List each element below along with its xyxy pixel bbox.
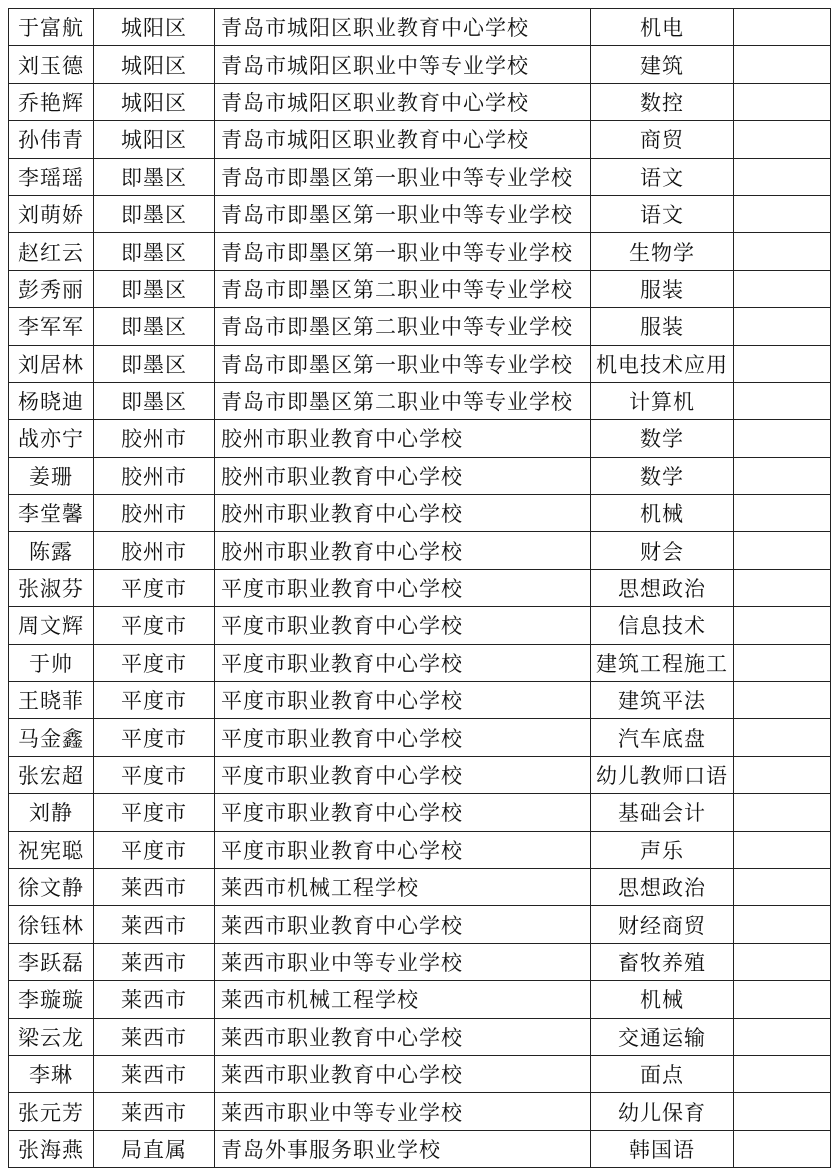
teacher-name-cell: 刘萌娇	[9, 195, 94, 232]
subject-cell: 建筑	[591, 46, 734, 83]
district-cell: 胶州市	[94, 420, 215, 457]
table-row	[9, 607, 831, 644]
remark-cell	[734, 382, 831, 419]
table-row	[9, 420, 831, 457]
district-cell: 莱西市	[94, 906, 215, 943]
district-cell: 即墨区	[94, 308, 215, 345]
subject-cell: 交通运输	[591, 1018, 734, 1055]
district-cell: 莱西市	[94, 943, 215, 980]
subject-cell: 汽车底盘	[591, 719, 734, 756]
district-cell: 即墨区	[94, 195, 215, 232]
school-cell: 青岛市城阳区职业教育中心学校	[215, 9, 591, 46]
remark-cell	[734, 906, 831, 943]
school-cell: 平度市职业教育中心学校	[215, 644, 591, 681]
teacher-name-cell: 张海燕	[9, 1130, 94, 1167]
school-cell: 平度市职业教育中心学校	[215, 794, 591, 831]
table-row	[9, 644, 831, 681]
district-cell: 即墨区	[94, 345, 215, 382]
remark-cell	[734, 46, 831, 83]
subject-cell: 数学	[591, 420, 734, 457]
district-cell: 即墨区	[94, 270, 215, 307]
table-row	[9, 1055, 831, 1092]
table-row	[9, 9, 831, 46]
subject-cell: 商贸	[591, 121, 734, 158]
subject-cell: 韩国语	[591, 1130, 734, 1167]
teacher-name-cell: 徐文静	[9, 868, 94, 905]
school-cell: 青岛市即墨区第二职业中等专业学校	[215, 270, 591, 307]
table-row	[9, 756, 831, 793]
remark-cell	[734, 1093, 831, 1130]
district-cell: 即墨区	[94, 382, 215, 419]
table-row	[9, 682, 831, 719]
remark-cell	[734, 719, 831, 756]
school-cell: 青岛市即墨区第二职业中等专业学校	[215, 308, 591, 345]
teacher-name-cell: 彭秀丽	[9, 270, 94, 307]
school-cell: 莱西市职业中等专业学校	[215, 1093, 591, 1130]
district-cell: 平度市	[94, 569, 215, 606]
table-row	[9, 981, 831, 1018]
teacher-name-cell: 杨晓迪	[9, 382, 94, 419]
table-row	[9, 868, 831, 905]
remark-cell	[734, 1130, 831, 1167]
remark-cell	[734, 644, 831, 681]
table-row	[9, 457, 831, 494]
school-cell: 莱西市职业教育中心学校	[215, 1055, 591, 1092]
district-cell: 莱西市	[94, 1055, 215, 1092]
school-cell: 平度市职业教育中心学校	[215, 607, 591, 644]
remark-cell	[734, 121, 831, 158]
teacher-name-cell: 祝宪聪	[9, 831, 94, 868]
teacher-name-cell: 于富航	[9, 9, 94, 46]
district-cell: 平度市	[94, 719, 215, 756]
teacher-name-cell: 周文辉	[9, 607, 94, 644]
remark-cell	[734, 607, 831, 644]
subject-cell: 机械	[591, 981, 734, 1018]
school-cell: 平度市职业教育中心学校	[215, 719, 591, 756]
school-cell: 莱西市职业教育中心学校	[215, 906, 591, 943]
district-cell: 城阳区	[94, 46, 215, 83]
district-cell: 城阳区	[94, 9, 215, 46]
table-row	[9, 569, 831, 606]
teacher-name-cell: 陈露	[9, 532, 94, 569]
remark-cell	[734, 195, 831, 232]
subject-cell: 计算机	[591, 382, 734, 419]
remark-cell	[734, 532, 831, 569]
remark-cell	[734, 495, 831, 532]
subject-cell: 幼儿教师口语	[591, 756, 734, 793]
teacher-name-cell: 李琳	[9, 1055, 94, 1092]
school-cell: 青岛市即墨区第二职业中等专业学校	[215, 382, 591, 419]
remark-cell	[734, 682, 831, 719]
subject-cell: 服装	[591, 308, 734, 345]
school-cell: 青岛市城阳区职业教育中心学校	[215, 121, 591, 158]
remark-cell	[734, 83, 831, 120]
remark-cell	[734, 308, 831, 345]
school-cell: 青岛外事服务职业学校	[215, 1130, 591, 1167]
remark-cell	[734, 9, 831, 46]
subject-cell: 声乐	[591, 831, 734, 868]
teacher-name-cell: 李军军	[9, 308, 94, 345]
school-cell: 莱西市职业中等专业学校	[215, 943, 591, 980]
district-cell: 平度市	[94, 831, 215, 868]
school-cell: 莱西市机械工程学校	[215, 981, 591, 1018]
subject-cell: 建筑平法	[591, 682, 734, 719]
subject-cell: 建筑工程施工	[591, 644, 734, 681]
district-cell: 莱西市	[94, 1018, 215, 1055]
subject-cell: 思想政治	[591, 569, 734, 606]
subject-cell: 财会	[591, 532, 734, 569]
table-row	[9, 1130, 831, 1167]
subject-cell: 生物学	[591, 233, 734, 270]
teacher-name-cell: 张宏超	[9, 756, 94, 793]
school-cell: 胶州市职业教育中心学校	[215, 420, 591, 457]
teacher-name-cell: 王晓菲	[9, 682, 94, 719]
table-row	[9, 1093, 831, 1130]
table-row	[9, 233, 831, 270]
teacher-name-cell: 孙伟青	[9, 121, 94, 158]
district-cell: 平度市	[94, 756, 215, 793]
school-cell: 胶州市职业教育中心学校	[215, 457, 591, 494]
teacher-name-cell: 刘静	[9, 794, 94, 831]
table-row	[9, 345, 831, 382]
school-cell: 青岛市即墨区第一职业中等专业学校	[215, 233, 591, 270]
remark-cell	[734, 270, 831, 307]
table-row	[9, 943, 831, 980]
district-cell: 莱西市	[94, 868, 215, 905]
district-cell: 城阳区	[94, 121, 215, 158]
remark-cell	[734, 345, 831, 382]
school-cell: 青岛市城阳区职业教育中心学校	[215, 83, 591, 120]
teacher-name-cell: 赵红云	[9, 233, 94, 270]
table-row	[9, 83, 831, 120]
table-row	[9, 308, 831, 345]
teacher-name-cell: 李瑶瑶	[9, 158, 94, 195]
subject-cell: 面点	[591, 1055, 734, 1092]
table-row	[9, 794, 831, 831]
table-row	[9, 195, 831, 232]
table-row	[9, 158, 831, 195]
remark-cell	[734, 569, 831, 606]
teacher-name-cell: 于帅	[9, 644, 94, 681]
remark-cell	[734, 158, 831, 195]
remark-cell	[734, 1018, 831, 1055]
district-cell: 胶州市	[94, 532, 215, 569]
table-row	[9, 532, 831, 569]
teacher-name-cell: 姜珊	[9, 457, 94, 494]
subject-cell: 语文	[591, 195, 734, 232]
school-cell: 平度市职业教育中心学校	[215, 831, 591, 868]
table-row	[9, 270, 831, 307]
teacher-name-cell: 李璇璇	[9, 981, 94, 1018]
district-cell: 胶州市	[94, 457, 215, 494]
teacher-name-cell: 刘玉德	[9, 46, 94, 83]
teacher-name-cell: 乔艳辉	[9, 83, 94, 120]
school-cell: 平度市职业教育中心学校	[215, 756, 591, 793]
subject-cell: 数学	[591, 457, 734, 494]
teacher-name-cell: 战亦宁	[9, 420, 94, 457]
table-row	[9, 719, 831, 756]
school-cell: 青岛市即墨区第一职业中等专业学校	[215, 345, 591, 382]
school-cell: 胶州市职业教育中心学校	[215, 532, 591, 569]
school-cell: 青岛市城阳区职业中等专业学校	[215, 46, 591, 83]
district-cell: 莱西市	[94, 1093, 215, 1130]
school-cell: 青岛市即墨区第一职业中等专业学校	[215, 195, 591, 232]
district-cell: 莱西市	[94, 981, 215, 1018]
subject-cell: 机械	[591, 495, 734, 532]
district-cell: 平度市	[94, 794, 215, 831]
teacher-name-cell: 张淑芬	[9, 569, 94, 606]
subject-cell: 机电技术应用	[591, 345, 734, 382]
district-cell: 城阳区	[94, 83, 215, 120]
remark-cell	[734, 420, 831, 457]
subject-cell: 语文	[591, 158, 734, 195]
school-cell: 莱西市职业教育中心学校	[215, 1018, 591, 1055]
teacher-list-table	[8, 8, 831, 1168]
teacher-name-cell: 梁云龙	[9, 1018, 94, 1055]
table-row	[9, 495, 831, 532]
remark-cell	[734, 794, 831, 831]
remark-cell	[734, 1055, 831, 1092]
table-row	[9, 382, 831, 419]
subject-cell: 信息技术	[591, 607, 734, 644]
teacher-name-cell: 李堂馨	[9, 495, 94, 532]
remark-cell	[734, 868, 831, 905]
district-cell: 即墨区	[94, 233, 215, 270]
teacher-name-cell: 李跃磊	[9, 943, 94, 980]
table-row	[9, 121, 831, 158]
school-cell: 胶州市职业教育中心学校	[215, 495, 591, 532]
table-row	[9, 906, 831, 943]
district-cell: 即墨区	[94, 158, 215, 195]
remark-cell	[734, 233, 831, 270]
table-row	[9, 831, 831, 868]
remark-cell	[734, 943, 831, 980]
school-cell: 青岛市即墨区第一职业中等专业学校	[215, 158, 591, 195]
subject-cell: 服装	[591, 270, 734, 307]
district-cell: 局直属	[94, 1130, 215, 1167]
remark-cell	[734, 756, 831, 793]
district-cell: 平度市	[94, 682, 215, 719]
teacher-name-cell: 徐钰林	[9, 906, 94, 943]
subject-cell: 思想政治	[591, 868, 734, 905]
subject-cell: 幼儿保育	[591, 1093, 734, 1130]
teacher-name-cell: 张元芳	[9, 1093, 94, 1130]
subject-cell: 数控	[591, 83, 734, 120]
table-body	[9, 9, 831, 1168]
remark-cell	[734, 831, 831, 868]
district-cell: 胶州市	[94, 495, 215, 532]
table-row	[9, 46, 831, 83]
teacher-name-cell: 马金鑫	[9, 719, 94, 756]
subject-cell: 基础会计	[591, 794, 734, 831]
remark-cell	[734, 981, 831, 1018]
school-cell: 平度市职业教育中心学校	[215, 569, 591, 606]
remark-cell	[734, 457, 831, 494]
teacher-name-cell: 刘居林	[9, 345, 94, 382]
subject-cell: 畜牧养殖	[591, 943, 734, 980]
school-cell: 莱西市机械工程学校	[215, 868, 591, 905]
subject-cell: 机电	[591, 9, 734, 46]
district-cell: 平度市	[94, 644, 215, 681]
school-cell: 平度市职业教育中心学校	[215, 682, 591, 719]
table-row	[9, 1018, 831, 1055]
subject-cell: 财经商贸	[591, 906, 734, 943]
district-cell: 平度市	[94, 607, 215, 644]
